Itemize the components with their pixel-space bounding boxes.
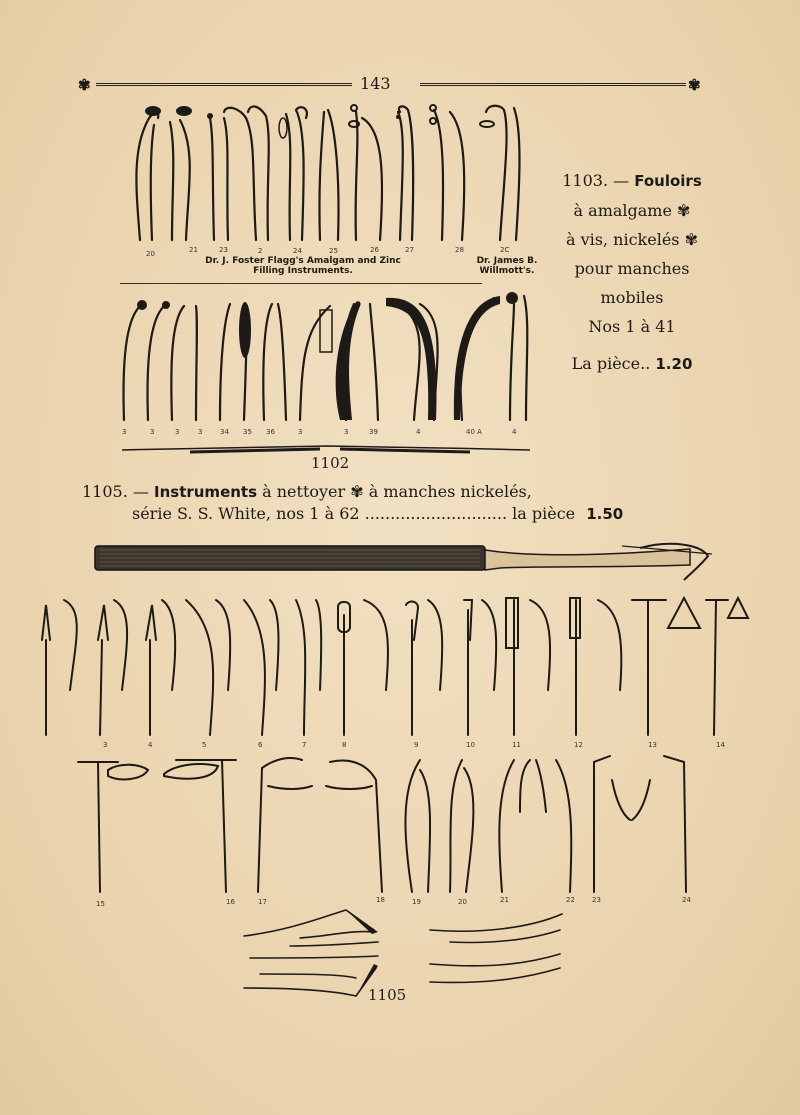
fig-number: 15 <box>96 900 105 908</box>
fig-number: 3 <box>198 428 203 436</box>
fig-number: 2 <box>258 247 263 255</box>
fig-number: 3 <box>122 428 127 436</box>
fig-number: 23 <box>592 896 601 904</box>
fig-number: 12 <box>574 741 583 749</box>
ornament-icon: ✾ <box>350 482 364 501</box>
fig-number: 25 <box>329 247 338 255</box>
fig-number: 21 <box>500 896 509 904</box>
fig-number: 22 <box>566 896 575 904</box>
ornament-icon: ✾ <box>677 201 691 220</box>
fig-number: 20 <box>146 250 155 258</box>
fig-number: 4 <box>148 741 153 749</box>
fig-number: 6 <box>258 741 263 749</box>
fig-number: 24 <box>682 896 691 904</box>
description-text: à nettoyer <box>262 482 346 501</box>
price-value: 1.50 <box>586 505 624 523</box>
fig-number: 3 <box>150 428 155 436</box>
fig-number: 16 <box>226 898 235 906</box>
fig-number: 39 <box>369 428 378 436</box>
fig-number: 9 <box>414 741 419 749</box>
fig-number: 3 <box>298 428 303 436</box>
item-name: Instruments <box>154 483 258 501</box>
fig-number: 28 <box>455 246 464 254</box>
fig-number: 8 <box>342 741 347 749</box>
fig-number: 7 <box>302 741 307 749</box>
fig-number: 23 <box>219 246 228 254</box>
description-text: série S. S. White, nos 1 à 62 <box>132 504 360 523</box>
description-text: à manches nickelés, <box>368 482 532 501</box>
description-line: pour manches <box>574 259 690 278</box>
fig-number: 2C <box>500 246 510 254</box>
fig-number: 3 <box>344 428 349 436</box>
description-line: à vis, nickelés <box>565 230 680 249</box>
figure-label-1102: 1102 <box>311 454 350 472</box>
fig-number: 27 <box>405 246 414 254</box>
fig-number: 14 <box>716 741 725 749</box>
fig-number: 3 <box>175 428 180 436</box>
price-value: 1.20 <box>655 355 693 373</box>
ornament-left-icon: ✾ <box>78 76 91 94</box>
fig-number: 36 <box>266 428 275 436</box>
fig-number: 5 <box>202 741 207 749</box>
fig-number: 21 <box>189 246 198 254</box>
fig-number: 13 <box>648 741 657 749</box>
description-line: à amalgame <box>573 201 672 220</box>
page-number: 143 <box>360 74 391 93</box>
fig-number: 11 <box>512 741 521 749</box>
item-name: Fouloirs <box>634 172 702 190</box>
figure-caption-willmott: Dr. James B. Willmott's. <box>476 256 538 276</box>
fig-number: 4 <box>512 428 517 436</box>
fig-number: 24 <box>293 247 302 255</box>
fig-number: 26 <box>370 246 379 254</box>
item-1103-description: 1103. — Fouloirs à amalgame ✾ à vis, nickelés ✾ pour manches mobiles Nos 1 à 41 La pièce.. 1.20 <box>552 166 712 379</box>
fig-number: 34 <box>220 428 229 436</box>
ornament-icon: ✾ <box>684 230 698 249</box>
price-label: la pièce <box>512 504 576 523</box>
fig-number: 40 A <box>466 428 482 436</box>
item-number: 1105. <box>82 482 128 501</box>
fig-number: 3 <box>103 741 108 749</box>
fig-number: 20 <box>458 898 467 906</box>
item-number: 1103. <box>562 171 609 190</box>
fig-number: 19 <box>412 898 421 906</box>
price-label: La pièce.. <box>571 354 651 373</box>
figure-label-1105: 1105 <box>368 986 407 1004</box>
figure-caption-flagg: Dr. J. Foster Flagg's Amalgam and Zinc Filling Instruments. <box>205 256 401 276</box>
fig-number: 10 <box>466 741 475 749</box>
fig-number: 18 <box>376 896 385 904</box>
fig-number: 4 <box>416 428 421 436</box>
leader-dots: ............................ <box>364 504 508 523</box>
description-line: Nos 1 à 41 <box>588 317 676 336</box>
fig-number: 17 <box>258 898 267 906</box>
fig-number: 35 <box>243 428 252 436</box>
ornament-right-icon: ✾ <box>688 76 701 94</box>
description-line: mobiles <box>600 288 664 307</box>
dash: — <box>132 482 149 501</box>
